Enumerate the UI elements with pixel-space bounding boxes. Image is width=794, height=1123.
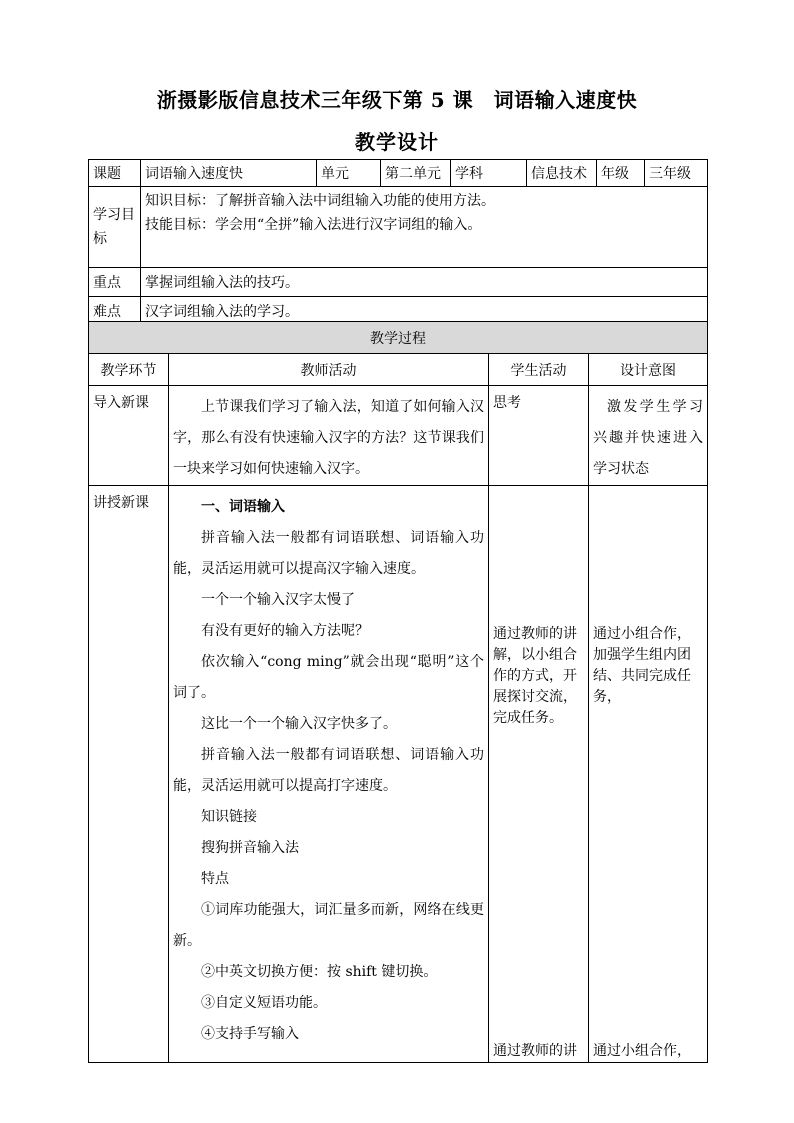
goal-skill: 技能目标：学会用“全拼”输入法进行汉字词组的输入。 xyxy=(145,217,482,233)
header-teacher: 教师活动 xyxy=(169,354,489,386)
teacher-para: ②中英文切换方便：按 shift 键切换。 xyxy=(201,964,438,980)
teacher-intro xyxy=(169,386,489,486)
teaching-process-table xyxy=(88,321,708,1063)
student-intro: 思考 xyxy=(489,386,589,486)
teacher-para: 有没有更好的输入方法呢？ xyxy=(201,623,369,639)
label-grade: 年级 xyxy=(597,160,645,187)
intent-main-text: 通过小组合作，加强学生组内团结、共同完成任务， xyxy=(593,626,691,705)
label-difficulty: 难点 xyxy=(89,297,141,326)
label-unit: 单元 xyxy=(317,160,381,187)
value-topic: 词语输入速度快 xyxy=(141,160,317,187)
label-goals: 学习目标 xyxy=(89,187,141,268)
goal-knowledge: 知识目标：了解拼音输入法中词组输入功能的使用方法。 xyxy=(145,193,495,209)
label-key: 重点 xyxy=(89,268,141,297)
document-subtitle: 教学设计 xyxy=(355,130,439,154)
student-main-bottom: 通过教师的讲 xyxy=(493,1043,577,1059)
teacher-para: 拼音输入法一般都有词语联想、词语输入功能，灵活运用就可以提高打字速度。 xyxy=(173,747,484,794)
teacher-intro-text: 上节课我们学习了输入法，知道了如何输入汉字，那么有没有快速输入汉字的方法？这节课我们一块来学习如何快速输入汉字。 xyxy=(173,399,484,477)
intent-main-wrap xyxy=(593,492,703,1062)
teacher-heading: 一、词语输入 xyxy=(201,499,285,515)
process-header-row xyxy=(89,354,708,386)
stage-main: 讲授新课 xyxy=(89,486,169,1063)
intent-intro xyxy=(589,386,708,486)
row-intro xyxy=(89,386,708,486)
info-row-key xyxy=(89,268,708,297)
info-row-topic xyxy=(89,160,708,187)
intent-main-bottom: 通过小组合作， xyxy=(593,1043,691,1059)
intent-intro-text: 激发学生学习兴趣并快速进入学习状态 xyxy=(593,399,703,477)
value-key: 掌握词组输入法的技巧。 xyxy=(141,268,708,297)
value-difficulty: 汉字词组输入法的学习。 xyxy=(141,297,708,326)
row-main xyxy=(89,486,708,1063)
teacher-para: 依次输入“cong ming”就会出现“聪明”这个词了。 xyxy=(173,654,484,701)
student-main-text: 通过教师的讲解，以小组合作的方式，开展探讨交流，完成任务。 xyxy=(493,626,577,726)
process-title-row xyxy=(89,322,708,354)
teacher-para: 一个一个输入汉字太慢了 xyxy=(201,592,355,608)
student-main xyxy=(489,486,589,1063)
teacher-para: ①词库功能强大，词汇量多而新，网络在线更新。 xyxy=(173,902,484,949)
document-title: 浙摄影版信息技术三年级下第 5 课 词语输入速度快 xyxy=(156,88,638,112)
stage-intro: 导入新课 xyxy=(89,386,169,486)
teacher-para: 特点 xyxy=(201,871,229,887)
value-unit: 第二单元 xyxy=(381,160,451,187)
teacher-para: ③自定义短语功能。 xyxy=(201,995,327,1011)
info-row-goals xyxy=(89,187,708,268)
teacher-para: 知识链接 xyxy=(201,809,257,825)
header-student: 学生活动 xyxy=(489,354,589,386)
teacher-para: 拼音输入法一般都有词语联想、词语输入功能，灵活运用就可以提高汉字输入速度。 xyxy=(173,530,484,577)
intent-main xyxy=(589,486,708,1063)
teacher-para: ④支持手写输入 xyxy=(201,1026,299,1042)
process-title: 教学过程 xyxy=(89,322,708,354)
lesson-info-table xyxy=(88,159,708,326)
teacher-para: 搜狗拼音输入法 xyxy=(201,840,299,856)
teacher-para: 这比一个一个输入汉字快多了。 xyxy=(201,716,397,732)
teacher-main xyxy=(169,486,489,1063)
student-main-wrap xyxy=(493,492,584,1062)
label-topic: 课题 xyxy=(89,160,141,187)
header-intent: 设计意图 xyxy=(589,354,708,386)
header-stage: 教学环节 xyxy=(89,354,169,386)
goals-cell xyxy=(141,187,708,268)
value-grade: 三年级 xyxy=(645,160,708,187)
label-subject: 学科 xyxy=(451,160,527,187)
value-subject: 信息技术 xyxy=(527,160,597,187)
